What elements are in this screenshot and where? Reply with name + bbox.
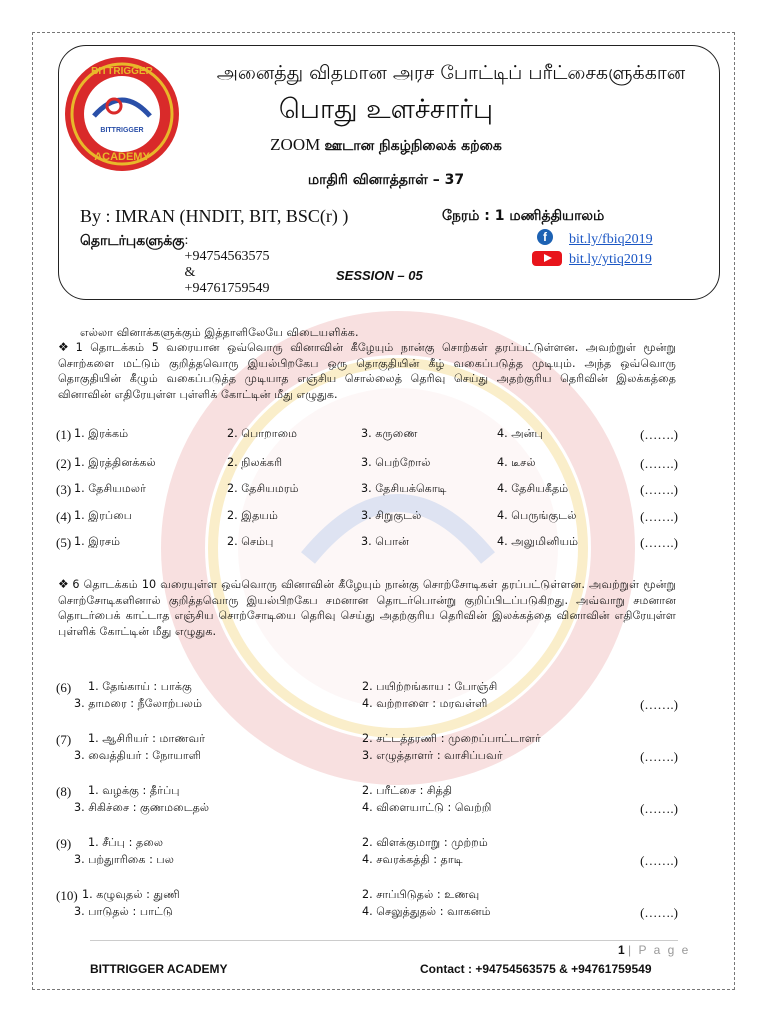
page-word: | P a g e — [628, 943, 691, 957]
answer-blank[interactable]: (…….) — [640, 482, 678, 497]
option-3: 3. பொன் — [361, 535, 409, 548]
option-4: 4. பெருங்குடல் — [497, 509, 577, 522]
diamond-bullet-icon: ❖ — [58, 577, 70, 591]
option-2: 2. பொறாமை — [227, 427, 298, 440]
footer-academy-name: BITTRIGGER ACADEMY — [90, 962, 228, 976]
question-number: (7) — [56, 732, 72, 747]
option-2: 2. விளக்குமாறு : முற்றம் — [362, 836, 488, 849]
option-4: 4. டீசல் — [497, 456, 536, 469]
option-1: 1. சீப்பு : தலை — [88, 836, 164, 849]
option-3: 3. கருணை — [361, 427, 418, 440]
section1-instruction — [58, 340, 676, 402]
option-3: 3. பற்துாரிகை : பல — [74, 853, 175, 866]
section2-instruction — [58, 577, 676, 639]
question-number: (10) — [56, 888, 78, 903]
answer-blank[interactable]: (…….) — [640, 853, 678, 868]
option-1: 1. வழக்கு : தீர்ப்பு — [88, 784, 180, 797]
option-2: 2. இதயம் — [227, 509, 278, 522]
answer-blank[interactable]: (…….) — [640, 697, 678, 712]
answer-blank[interactable]: (…….) — [640, 456, 678, 471]
option-4: 4. சவரக்கத்தி : தாடி — [362, 853, 463, 866]
section1-text: 1 தொடக்கம் 5 வரையான ஒவ்வொரு வினாவின் கீழேயும் நான்கு சொற்கள் தரப்பட்டுள்ளன. அவற்றுள் மூன்று சொற்களை மட்டும் குறித்தவொரு இயல்பிறகேப ஒரு தொகுதியின் கீழ் வகைப்படுத்த முடியும். அந்த ஒவ்வொரு தொகுதியின் கீழும் வகைப்படுத்த முடியாத எஞ்சிய சொல்லைத் தெரிவு செய்து அதற்குரிய தெரிவின் இலக்கத்தை வினாவின் எதிரேயுள்ள புள்ளிக் கோட்டின் மீது எழுதுக. — [58, 341, 676, 401]
option-3: 3. பாடுதல் : பாட்டு — [74, 905, 173, 918]
option-4: 4. அன்பு — [497, 427, 543, 440]
general-instruction: எல்லா வினாக்களுக்கும் இத்தாளிலேயே விடையளிக்க. — [80, 326, 359, 339]
logo-text-mid: BITTRIGGER — [100, 127, 144, 134]
answer-blank[interactable]: (…….) — [640, 509, 678, 524]
option-2: 2. பரீட்சை : சித்தி — [362, 784, 453, 797]
youtube-link[interactable]: bit.ly/ytiq2019 — [569, 252, 652, 267]
question-number: (9) — [56, 836, 72, 851]
answer-blank[interactable]: (…….) — [640, 749, 678, 764]
page-number — [618, 943, 690, 957]
option-2: 2. பயிற்றங்காய : போஞ்சி — [362, 680, 498, 693]
option-4: 4. விளையாட்டு : வெற்றி — [362, 801, 492, 814]
question-number: (5) — [56, 535, 72, 550]
contact-label: தொடர்புகளுக்கு — [80, 233, 185, 249]
question-number: (4) — [56, 509, 72, 524]
option-3: 3. வைத்தியர் : நோயாளி — [74, 749, 202, 762]
option-3: 3. தேசியக்கொடி — [361, 482, 447, 495]
footer-divider — [90, 940, 678, 941]
facebook-icon: f — [537, 229, 553, 245]
session-label: SESSION – 05 — [336, 268, 423, 283]
option-3: 3. சிகிச்சை : குணமடைதல் — [74, 801, 210, 814]
option-1: 1. இரப்பை — [74, 509, 133, 522]
option-1: 1. இரசம் — [74, 535, 121, 548]
diamond-bullet-icon: ❖ — [58, 340, 73, 354]
facebook-link[interactable]: bit.ly/fbiq2019 — [569, 232, 653, 247]
option-4: 4. வற்றாளை : மரவள்ளி — [362, 697, 488, 710]
answer-blank[interactable]: (…….) — [640, 427, 678, 442]
zoom-label: ZOOM — [270, 135, 321, 154]
option-4: 4. அலுமினியம் — [497, 535, 579, 548]
option-4: 4. செலுத்துதல் : வாகனம் — [362, 905, 491, 918]
option-1: 1. இரத்தினக்கல் — [74, 456, 156, 469]
answer-blank[interactable]: (…….) — [640, 905, 678, 920]
page-title: பொது உளச்சார்பு — [278, 94, 494, 125]
header-subtitle: அனைத்து விதமான அரச போட்டிப் பரீட்சைகளுக்கான — [216, 62, 686, 84]
logo-text-bottom: ACADEMY — [94, 151, 150, 163]
question-number: (6) — [56, 680, 72, 695]
option-2: 2. சட்டத்தரணி : முறைப்பாட்டாளர் — [362, 732, 541, 745]
option-1: 1. ஆசிரியர் : மாணவர் — [88, 732, 206, 745]
option-2: 2. சாப்பிடுதல் : உணவு — [362, 888, 480, 901]
model-paper-number: மாதிரி வினாத்தாள் – 37 — [307, 172, 465, 188]
question-number: (2) — [56, 456, 72, 471]
option-3: 3. தாமரை : நீலோற்பலம் — [74, 697, 203, 710]
section2-text: 6 தொடக்கம் 10 வரையுள்ள ஒவ்வொரு வினாவின் கீழேயும் நான்கு சொற்சோடிகள் தரப்பட்டுள்ளன. அவற்றுள் மூன்று சொற்சோடிகளினால் குறித்தவொரு இயல்பிறகேப சமனான தொடர்பொன்று குறிப்பிடப்படுகிறது. அவ்வாறு சமனான தொடர்பைக் காட்டாத எஞ்சிய சொற்சோடியை தெரிவு செய்து அதற்குரிய தெரிவின் இலக்கத்தை வினாவின் எதிரேயுள்ள புள்ளிக் கோட்டின் மீது எழுதுக. — [58, 578, 676, 638]
option-3: 3. சிறுகுடல் — [361, 509, 422, 522]
footer-contact: Contact : +94754563575 & +94761759549 — [420, 962, 652, 976]
duration: நேரம் : 1 மணித்தியாலம் — [442, 208, 605, 224]
option-2: 2. தேசியமரம் — [227, 482, 299, 495]
option-4: 4. தேசியகீதம் — [497, 482, 569, 495]
answer-blank[interactable]: (…….) — [640, 535, 678, 550]
author-line: By : IMRAN (HNDIT, BIT, BSC(r) ) — [80, 206, 349, 226]
option-1: 1. கழுவுதல் : துணி — [82, 888, 180, 901]
page-number-value: 1 — [618, 943, 625, 957]
option-1: 1. தேசியமலர் — [74, 482, 146, 495]
answer-blank[interactable]: (…….) — [640, 801, 678, 816]
contact-numbers: : +94754563575 & +94761759549 — [184, 233, 270, 296]
option-3: 3. பெற்றோல் — [361, 456, 431, 469]
option-4: 3. எழுத்தாளர் : வாசிப்பவர் — [362, 749, 503, 762]
question-number: (8) — [56, 784, 72, 799]
option-2: 2. நிலக்கரி — [227, 456, 283, 469]
option-2: 2. செம்பு — [227, 535, 274, 548]
zoom-description: ஊடான நிகழ்நிலைக் கற்கை — [324, 138, 502, 154]
logo-text-top: BITTRIGGER — [91, 66, 153, 77]
question-number: (1) — [56, 427, 72, 442]
option-1: 1. இரக்கம் — [74, 427, 129, 440]
question-number: (3) — [56, 482, 72, 497]
option-1: 1. தேங்காய் : பாக்கு — [88, 680, 192, 693]
